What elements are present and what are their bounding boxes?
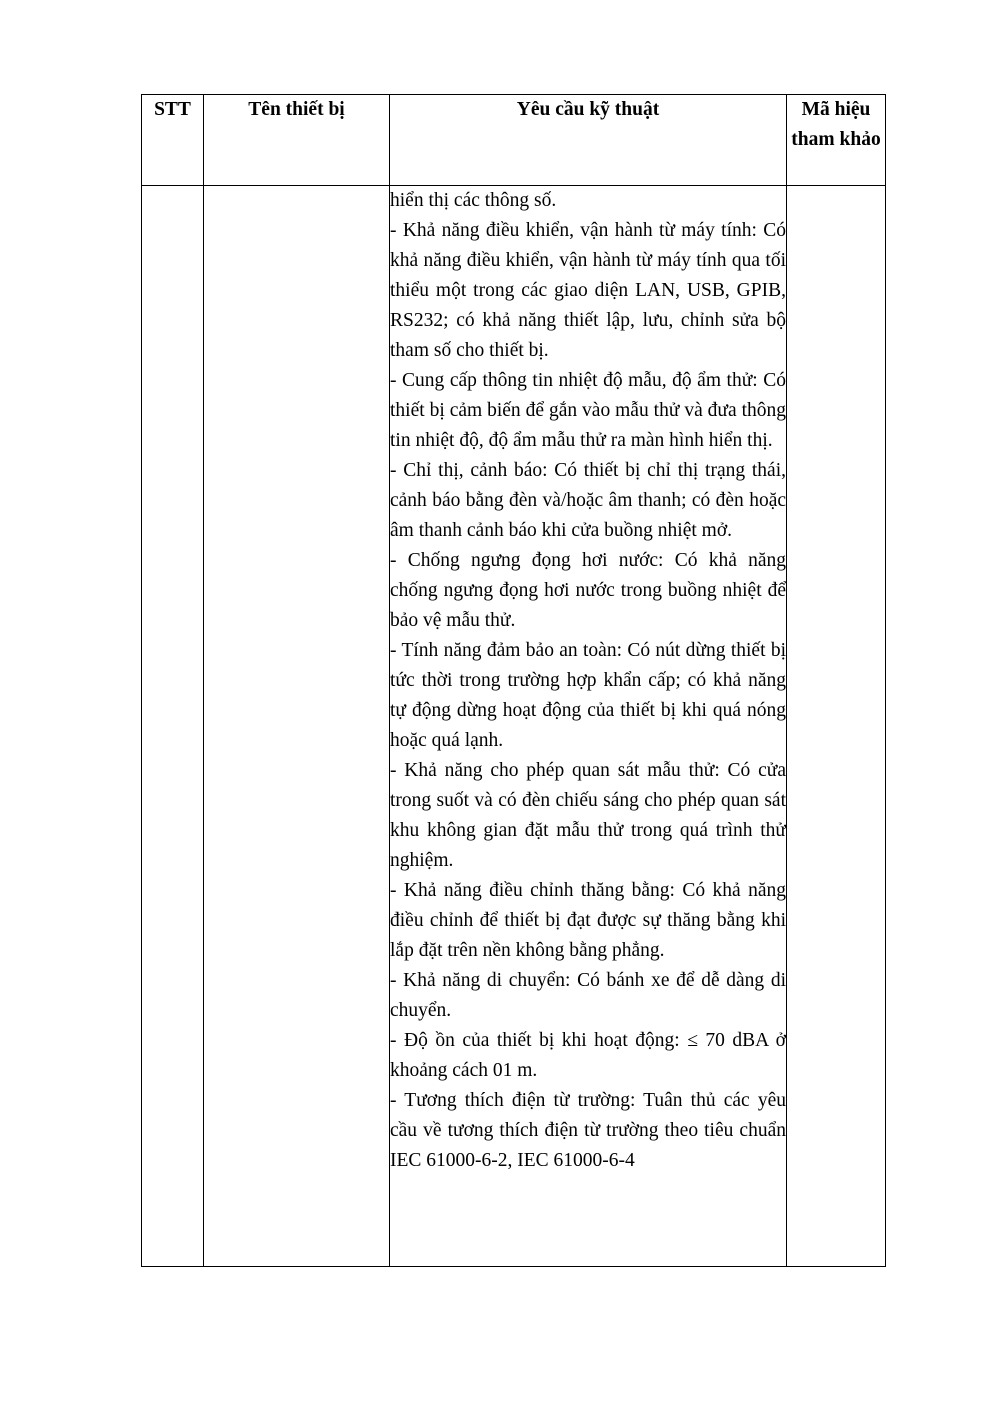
cell-reference-code (787, 186, 886, 1267)
header-requirements: Yêu cầu kỹ thuật (390, 95, 787, 186)
header-reference-code: Mã hiệu tham khảo (787, 95, 886, 186)
requirement-line: - Khả năng di chuyển: Có bánh xe để dễ dàng di chuyển. (390, 970, 786, 1021)
table-row (142, 186, 886, 1267)
cell-device-name (204, 186, 390, 1267)
requirement-line: - Khả năng điều khiển, vận hành từ máy tính: Có khả năng điều khiển, vận hành từ máy tính qua tối thiểu một trong các giao diện LAN, USB, GPIB, RS232; có khả năng thiết lập, lưu, chỉnh sửa bộ tham số cho thiết bị. (390, 220, 786, 361)
requirement-line: hiển thị các thông số. (390, 190, 557, 211)
header-row (142, 95, 886, 186)
requirement-line: - Độ ồn của thiết bị khi hoạt động: ≤ 70 dBA ở khoảng cách 01 m. (390, 1030, 786, 1081)
requirement-line: - Chống ngưng đọng hơi nước: Có khả năng chống ngưng đọng hơi nước trong buồng nhiệt để bảo vệ mẫu thử. (390, 550, 786, 631)
requirement-line: - Khả năng cho phép quan sát mẫu thử: Có cửa trong suốt và có đèn chiếu sáng cho phép quan sát khu không gian đặt mẫu thử trong quá trình thử nghiệm. (390, 760, 786, 871)
header-device-name: Tên thiết bị (204, 95, 390, 186)
spec-table (141, 94, 886, 1267)
requirement-line: - Tính năng đảm bảo an toàn: Có nút dừng thiết bị tức thời trong trường hợp khẩn cấp; có khả năng tự động dừng hoạt động của thiết bị khi quá nóng hoặc quá lạnh. (390, 640, 786, 751)
header-stt: STT (142, 95, 204, 186)
requirement-line: - Tương thích điện từ trường: Tuân thủ các yêu cầu về tương thích điện từ trường theo tiêu chuẩn IEC 61000-6-2, IEC 61000-6-4 (390, 1090, 786, 1171)
requirement-line: - Khả năng điều chỉnh thăng bằng: Có khả năng điều chỉnh để thiết bị đạt được sự thăng bằng khi lắp đặt trên nền không bằng phẳng. (390, 880, 786, 961)
requirement-line: - Cung cấp thông tin nhiệt độ mẫu, độ ẩm thử: Có thiết bị cảm biến để gắn vào mẫu thử và đưa thông tin nhiệt độ, độ ẩm mẫu thử ra màn hình hiển thị. (390, 370, 786, 451)
cell-requirements (390, 186, 787, 1267)
requirement-line: - Chỉ thị, cảnh báo: Có thiết bị chỉ thị trạng thái, cảnh báo bằng đèn và/hoặc âm thanh; có đèn hoặc âm thanh cảnh báo khi cửa buồng nhiệt mở. (390, 460, 786, 541)
cell-stt (142, 186, 204, 1267)
